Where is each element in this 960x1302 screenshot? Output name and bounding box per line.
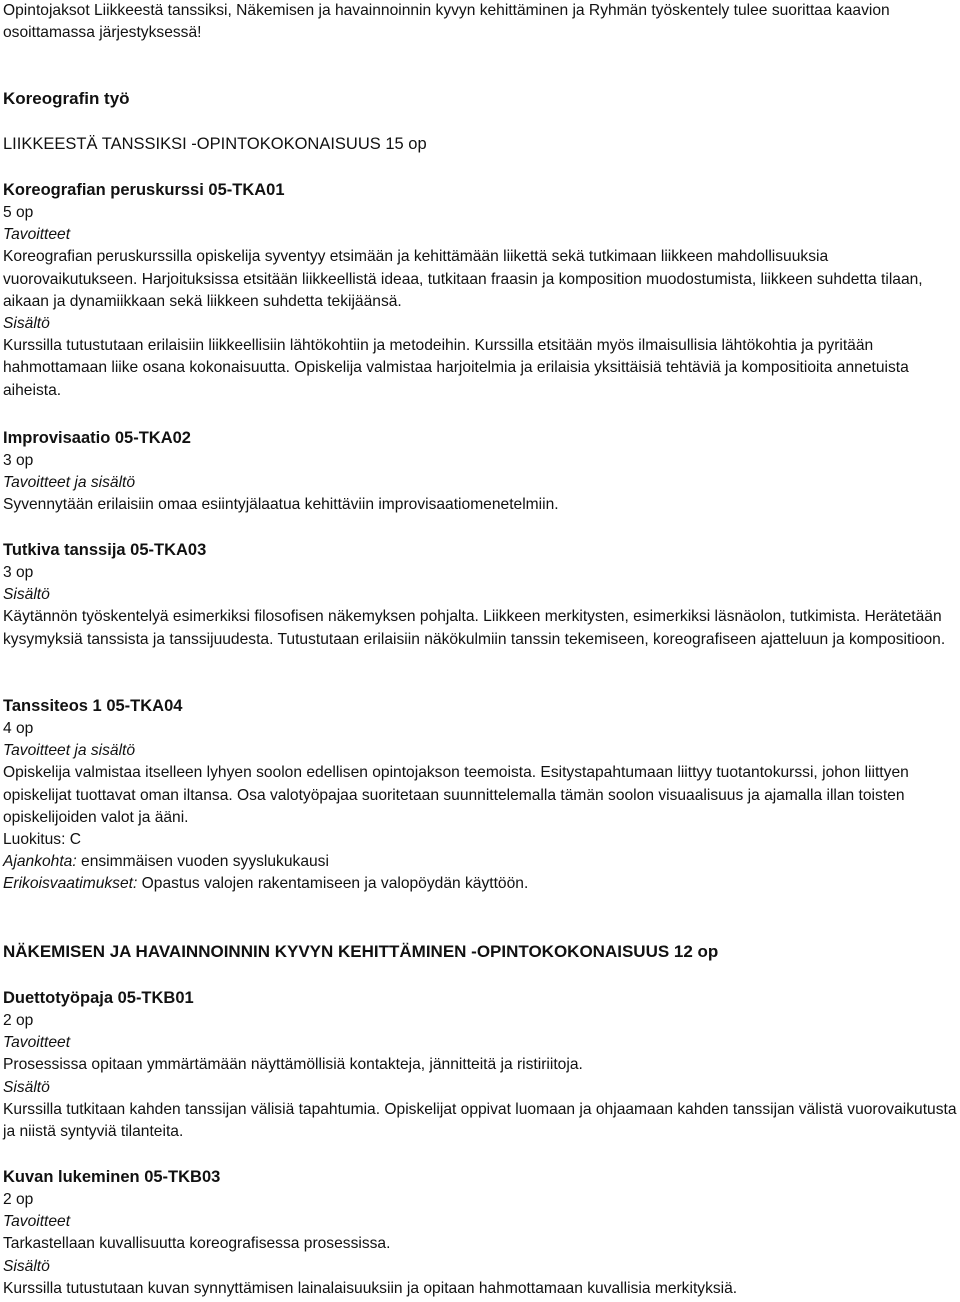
- course-credits: 3 op: [3, 564, 34, 581]
- course-content: Kurssilla tutustutaan kuvan synnyttämisen lainalaisuuksiin ja opitaan hahmottamaan kuvallisia merkityksiä.: [3, 1279, 738, 1297]
- course-credits: 2 op: [3, 1012, 34, 1029]
- course-credits: 4 op: [3, 720, 34, 737]
- course-title: Duettotyöpaja 05-TKB01: [3, 989, 194, 1007]
- course-block: [3, 426, 959, 517]
- section-label: Tavoitteet ja sisältö: [3, 742, 136, 760]
- course-goals: Koreografian peruskurssilla opiskelija syventyy etsimään ja kehittämään liikettä sekä tutkimaan liikkeen mahdollisuuksia vuorovaikutukseen. Harjoituksissa etsitään liikkeellistä ideaa, tutkitaan fraasin ja komposition muodostumista, liikkeen suhdetta tilaan, aikaan ja dynamiikkaan sekä liikkeen suhdetta tekijäänsä.: [3, 248, 923, 310]
- section-label: Tavoitteet: [3, 1034, 71, 1052]
- course-text: Opiskelija valmistaa itselleen lyhyen soolon edellisen opintojakson teemoista. Esitystapahtumaan liittyy tuotantokurssi, johon liittyen opiskelijat tuottavat oman iltansa. Osa valotyöpajaa suoritetaan suunnittelemalla tämän soolon visuaalisuus ja ajamalla illan toisten opiskelijoiden valot ja ääni.: [3, 764, 909, 826]
- course-title: Tutkiva tanssija 05-TKA03: [3, 541, 207, 559]
- course-content: Kurssilla tutkitaan kahden tanssijan välisiä tapahtumia. Opiskelijat oppivat luomaan ja ohjaamaan kahden tanssijan välistä vuorovaikutusta ja niistä syntyviä tilanteita.: [3, 1100, 957, 1141]
- course-block: [3, 1165, 959, 1300]
- section-label: Tavoitteet ja sisältö: [3, 474, 136, 492]
- course-title: Koreografian peruskurssi 05-TKA01: [3, 181, 285, 199]
- timing-value: ensimmäisen vuoden syyslukukausi: [76, 853, 329, 871]
- special-value: Opastus valojen rakentamiseen ja valopöydän käyttöön.: [137, 875, 529, 893]
- course-credits: 2 op: [3, 1191, 34, 1208]
- course-goals: Tarkastellaan kuvallisuutta koreografisessa prosessissa.: [3, 1235, 391, 1253]
- course-timing: [3, 851, 959, 873]
- intro-paragraph: Opintojaksot Liikkeestä tanssiksi, Näkemisen ja havainnoinnin kyvyn kehittäminen ja Ryhmän työskentely tulee suorittaa kaavion osoittamassa järjestyksessä!: [3, 2, 890, 42]
- timing-label: Ajankohta:: [3, 853, 77, 871]
- course-credits: 3 op: [3, 452, 34, 469]
- course-content: Kurssilla tutustutaan erilaisiin liikkeellisiin lähtökohtiin ja metodeihin. Kurssilla etsitään myös ilmaisullisia lähtökohtia ja pyritään hahmottamaan liike osana kokonaisuutta. Opiskelija valmistaa harjoitelmia ja erilaisia yksittäisiä tehtäviä ja kompositioita annetuista aiheista.: [3, 337, 909, 399]
- module-title: LIIKKEESTÄ TANSSIKSI -OPINTOKOKONAISUUS 15 op: [3, 135, 427, 153]
- section-label: Sisältö: [3, 586, 50, 604]
- course-title: Kuvan lukeminen 05-TKB03: [3, 1168, 221, 1186]
- course-credits: 5 op: [3, 204, 34, 221]
- section-label: Sisältö: [3, 315, 50, 333]
- course-special: [3, 873, 959, 895]
- section-label: Sisältö: [3, 1078, 50, 1096]
- course-block: [3, 694, 959, 896]
- special-label: Erikoisvaatimukset:: [3, 875, 138, 893]
- course-text: Syvennytään erilaisiin omaa esiintyjälaatua kehittäviin improvisaatiomenetelmiin.: [3, 496, 559, 514]
- course-block: [3, 986, 959, 1143]
- course-grading: Luokitus: C: [3, 831, 82, 849]
- course-title: Tanssiteos 1 05-TKA04: [3, 697, 183, 715]
- course-title: Improvisaatio 05-TKA02: [3, 429, 191, 447]
- section-label: Tavoitteet: [3, 1213, 71, 1231]
- course-block: [3, 178, 959, 402]
- section-label: Tavoitteet: [3, 226, 71, 244]
- course-text: Käytännön työskentelyä esimerkiksi filosofisen näkemyksen pohjalta. Liikkeen merkitysten, esimerkiksi läsnäolon, tutkimista. Herätetään kysymyksiä tanssista ja tanssijuudesta. Tutustutaan erilaisiin näkökulmiin tanssin tekemiseen, koreografiseen ajatteluun ja kompositioon.: [3, 608, 946, 648]
- section-label: Sisältö: [3, 1257, 50, 1275]
- course-goals: Prosessissa opitaan ymmärtämään näyttämöllisiä kontakteja, jännitteitä ja ristiriitoja.: [3, 1056, 583, 1074]
- section-title: Koreografin työ: [3, 89, 130, 108]
- course-block: [3, 538, 959, 651]
- module-title: NÄKEMISEN JA HAVAINNOINNIN KYVYN KEHITTÄMINEN -OPINTOKOKONAISUUS 12 op: [3, 942, 719, 961]
